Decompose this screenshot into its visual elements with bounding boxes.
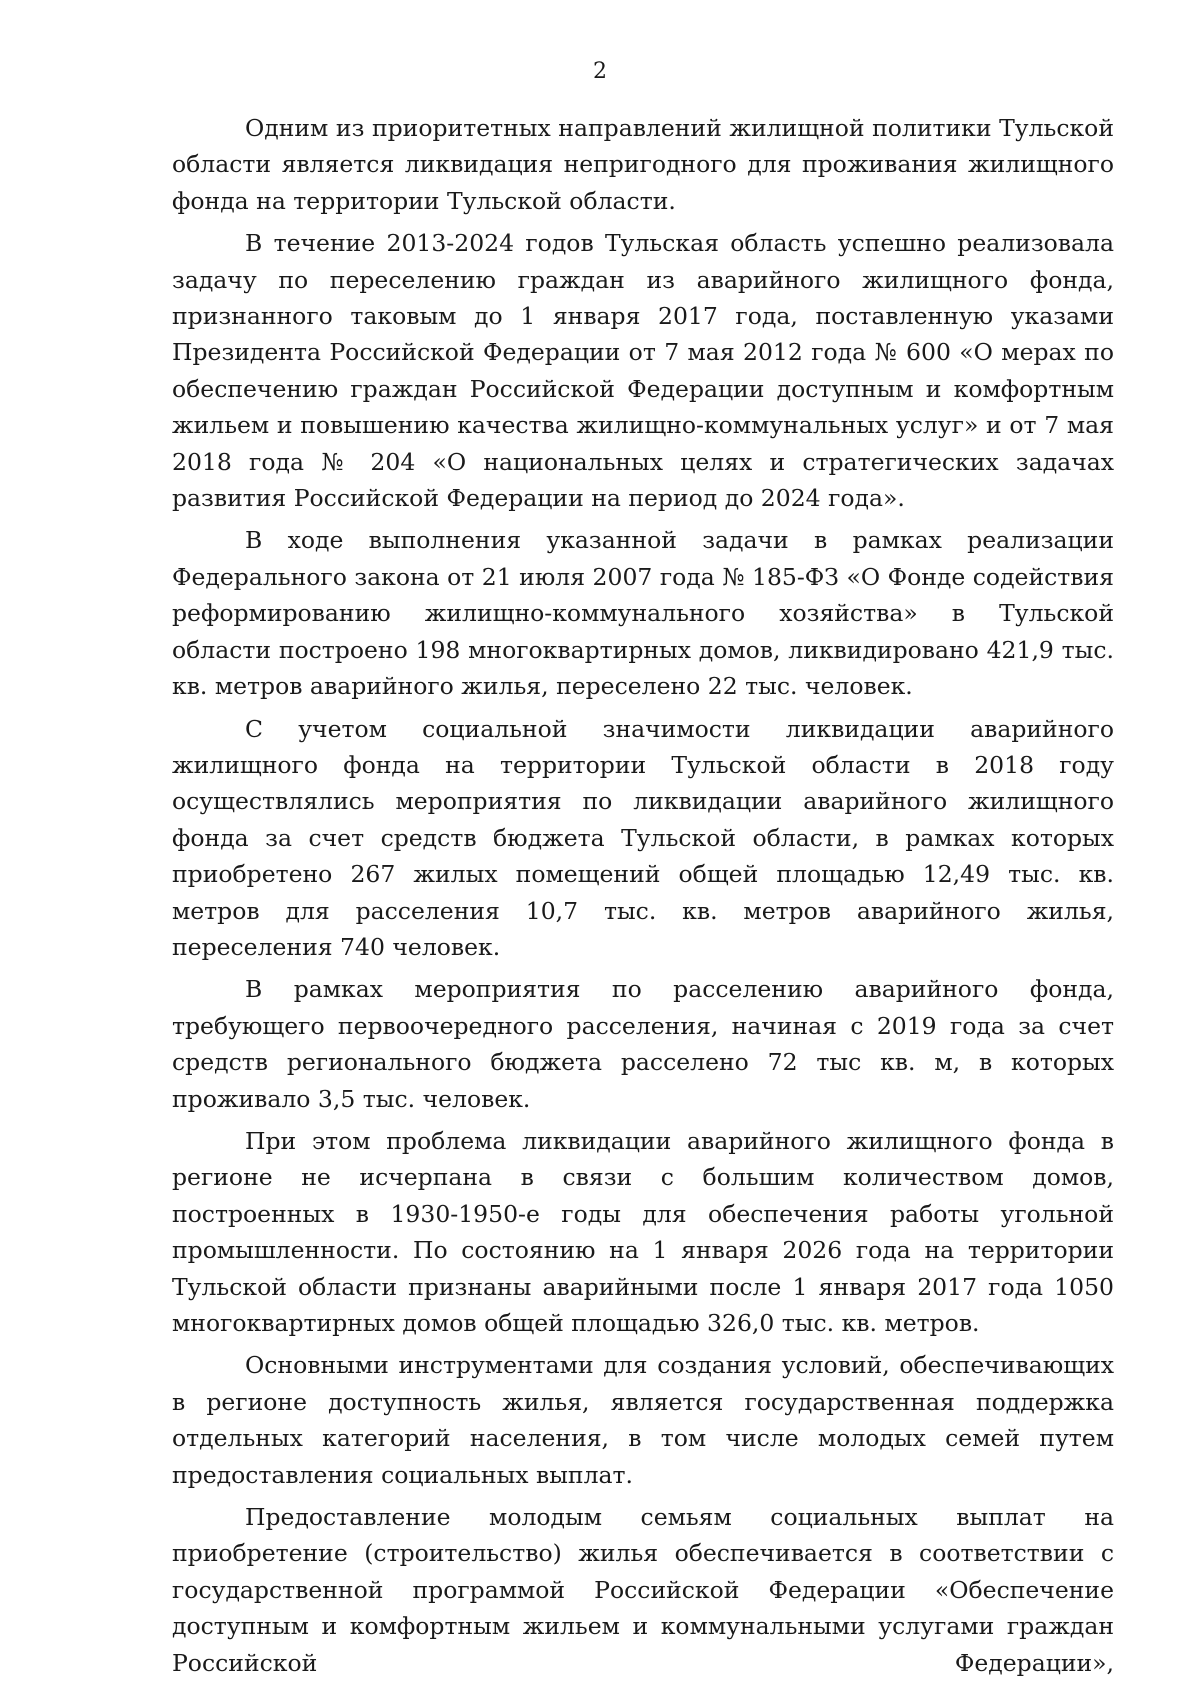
paragraph-housing-policy: Одним из приоритетных направлений жилищной политики Тульской области является ликвидация непригодного для проживания жилищного фонда на территории Тульской области. (172, 114, 1114, 215)
paragraph-main-instruments: Основными инструментами для создания условий, обеспечивающих в регионе доступность жилья, является государственная поддержка отдельных категорий населения, в том числе молодых семей путем предоставления социальных выплат. (172, 1351, 1114, 1489)
paragraph-resettlement-2013-2024: В течение 2013-2024 годов Тульская область успешно реализовала задачу по переселению граждан из аварийного жилищного фонда, признанного таковым до 1 января 2017 года, поставленную указами Президента Российской Федерации от 7 мая 2012 года № 600 «О мерах по обеспечению граждан Российской Федерации доступным и комфортным жильем и повышению качества жилищно-коммунальных услуг» и от 7 мая 2018 года № 204 «О национальных целях и стратегических задачах развития Российской Федерации на период до 2024 года». (172, 229, 1114, 513)
page-number: 2 (593, 59, 607, 84)
paragraph-young-families: Предоставление молодым семьям социальных выплат на приобретение (строительство) жилья обеспечивается в соответствии с государственной программой Российской Федерации «Обеспечение доступным и комфортным жильем и коммунальными услугами граждан Российской Федерации», (172, 1503, 1114, 1677)
paragraph-remaining-problem: При этом проблема ликвидации аварийного жилищного фонда в регионе не исчерпана в связи с большим количеством домов, построенных в 1930-1950-е годы для обеспечения работы угольной промышленности. По состоянию на 1 января 2026 года на территории Тульской области признаны аварийными после 1 января 2017 года 1050 многоквартирных домов общей площадью 326,0 тыс. кв. метров. (172, 1126, 1114, 1337)
paragraph-regional-budget-2018: С учетом социальной значимости ликвидации аварийного жилищного фонда на территории Тульской области в 2018 году осуществлялись мероприятия по ликвидации аварийного жилищного фонда за счет средств бюджета Тульской области, в рамках которых приобретено 267 жилых помещений общей площадью 12,49 тыс. кв. метров для расселения 10,7 тыс. кв. метров аварийного жилья, переселения 740 человек. (172, 714, 1114, 961)
document-body (172, 110, 1114, 1687)
paragraph-federal-law-185: В ходе выполнения указанной задачи в рамках реализации Федерального закона от 21 июля 2007 года № 185-ФЗ «О Фонде содействия реформированию жилищно-коммунального хозяйства» в Тульской области построено 198 многоквартирных домов, ликвидировано 421,9 тыс. кв. метров аварийного жилья, переселено 22 тыс. человек. (172, 526, 1114, 701)
paragraph-priority-resettlement-2019: В рамках мероприятия по расселению аварийного фонда, требующего первоочередного расселения, начиная с 2019 года за счет средств регионального бюджета расселено 72 тыс кв. м, в которых проживало 3,5 тыс. человек. (172, 975, 1114, 1113)
